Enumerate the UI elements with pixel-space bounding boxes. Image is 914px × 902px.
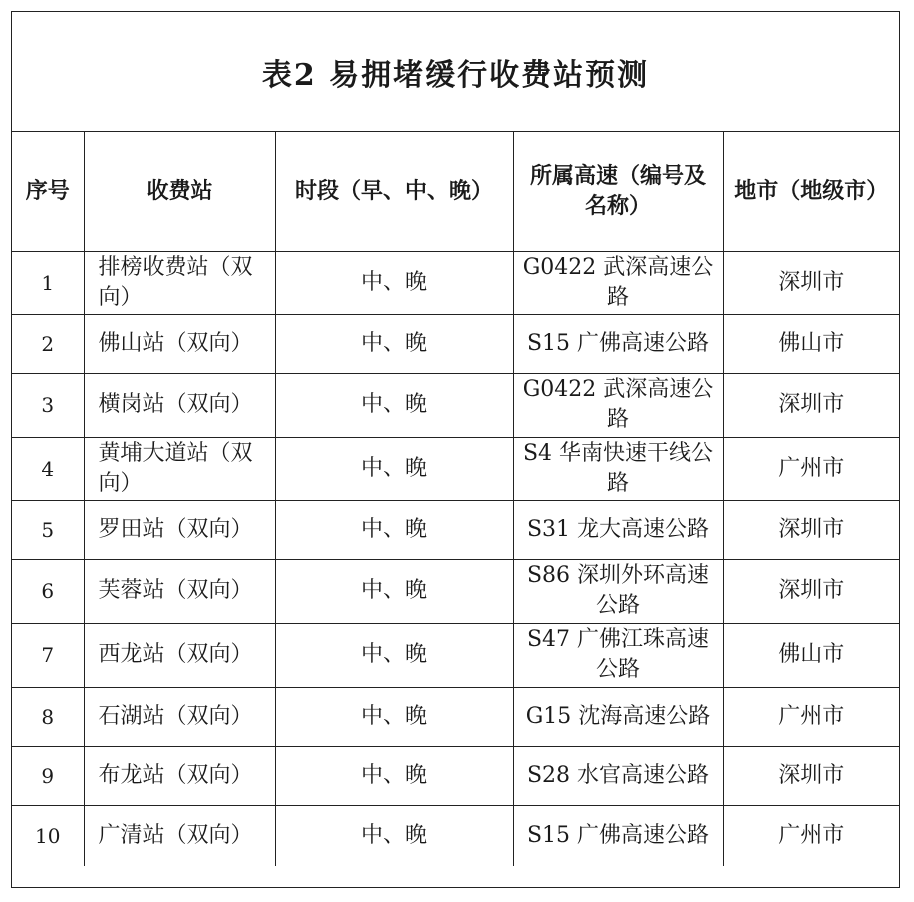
header-row [12, 131, 899, 251]
cell-highway: S15 广佛高速公路 [513, 314, 723, 373]
header-index: 序号 [12, 131, 84, 251]
cell-index: 7 [12, 623, 84, 687]
cell-index: 8 [12, 687, 84, 746]
cell-city: 深圳市 [723, 373, 899, 437]
cell-highway: G0422 武深高速公路 [513, 373, 723, 437]
cell-index: 3 [12, 373, 84, 437]
cell-city: 广州市 [723, 805, 899, 866]
cell-period: 中、晚 [275, 746, 513, 805]
cell-city: 佛山市 [723, 314, 899, 373]
header-station: 收费站 [84, 131, 275, 251]
cell-station: 芙蓉站（双向） [84, 559, 275, 623]
table-row [12, 623, 899, 687]
cell-period: 中、晚 [275, 373, 513, 437]
table-row [12, 314, 899, 373]
table-row [12, 805, 899, 866]
header-city: 地市（地级市） [723, 131, 899, 251]
cell-city: 深圳市 [723, 500, 899, 559]
cell-city: 深圳市 [723, 746, 899, 805]
cell-index: 2 [12, 314, 84, 373]
table-title: 表2 易拥堵缓行收费站预测 [12, 12, 899, 132]
cell-period: 中、晚 [275, 623, 513, 687]
cell-period: 中、晚 [275, 805, 513, 866]
header-period: 时段（早、中、晚） [275, 131, 513, 251]
cell-period: 中、晚 [275, 687, 513, 746]
table-row [12, 559, 899, 623]
cell-city: 深圳市 [723, 559, 899, 623]
forecast-table-frame [11, 11, 900, 888]
cell-station: 排榜收费站（双向） [84, 251, 275, 314]
cell-period: 中、晚 [275, 314, 513, 373]
table-row [12, 373, 899, 437]
cell-station: 横岗站（双向） [84, 373, 275, 437]
cell-highway: S15 广佛高速公路 [513, 805, 723, 866]
cell-index: 9 [12, 746, 84, 805]
cell-index: 4 [12, 437, 84, 500]
table-row [12, 500, 899, 559]
cell-city: 广州市 [723, 687, 899, 746]
cell-station: 石湖站（双向） [84, 687, 275, 746]
table-row [12, 251, 899, 314]
cell-city: 深圳市 [723, 251, 899, 314]
toll-station-table [12, 131, 899, 866]
header-highway: 所属高速（编号及名称） [513, 131, 723, 251]
cell-station: 黄埔大道站（双向） [84, 437, 275, 500]
cell-period: 中、晚 [275, 437, 513, 500]
cell-station: 罗田站（双向） [84, 500, 275, 559]
cell-period: 中、晚 [275, 559, 513, 623]
cell-period: 中、晚 [275, 500, 513, 559]
cell-period: 中、晚 [275, 251, 513, 314]
cell-station: 佛山站（双向） [84, 314, 275, 373]
cell-index: 1 [12, 251, 84, 314]
cell-station: 广清站（双向） [84, 805, 275, 866]
table-row [12, 687, 899, 746]
cell-highway: S4 华南快速干线公路 [513, 437, 723, 500]
cell-highway: S31 龙大高速公路 [513, 500, 723, 559]
table-row [12, 746, 899, 805]
cell-highway: G15 沈海高速公路 [513, 687, 723, 746]
cell-city: 广州市 [723, 437, 899, 500]
cell-station: 西龙站（双向） [84, 623, 275, 687]
cell-highway: G0422 武深高速公路 [513, 251, 723, 314]
cell-highway: S28 水官高速公路 [513, 746, 723, 805]
cell-index: 10 [12, 805, 84, 866]
cell-index: 6 [12, 559, 84, 623]
cell-city: 佛山市 [723, 623, 899, 687]
cell-station: 布龙站（双向） [84, 746, 275, 805]
cell-highway: S86 深圳外环高速公路 [513, 559, 723, 623]
table-row [12, 437, 899, 500]
cell-index: 5 [12, 500, 84, 559]
cell-highway: S47 广佛江珠高速公路 [513, 623, 723, 687]
